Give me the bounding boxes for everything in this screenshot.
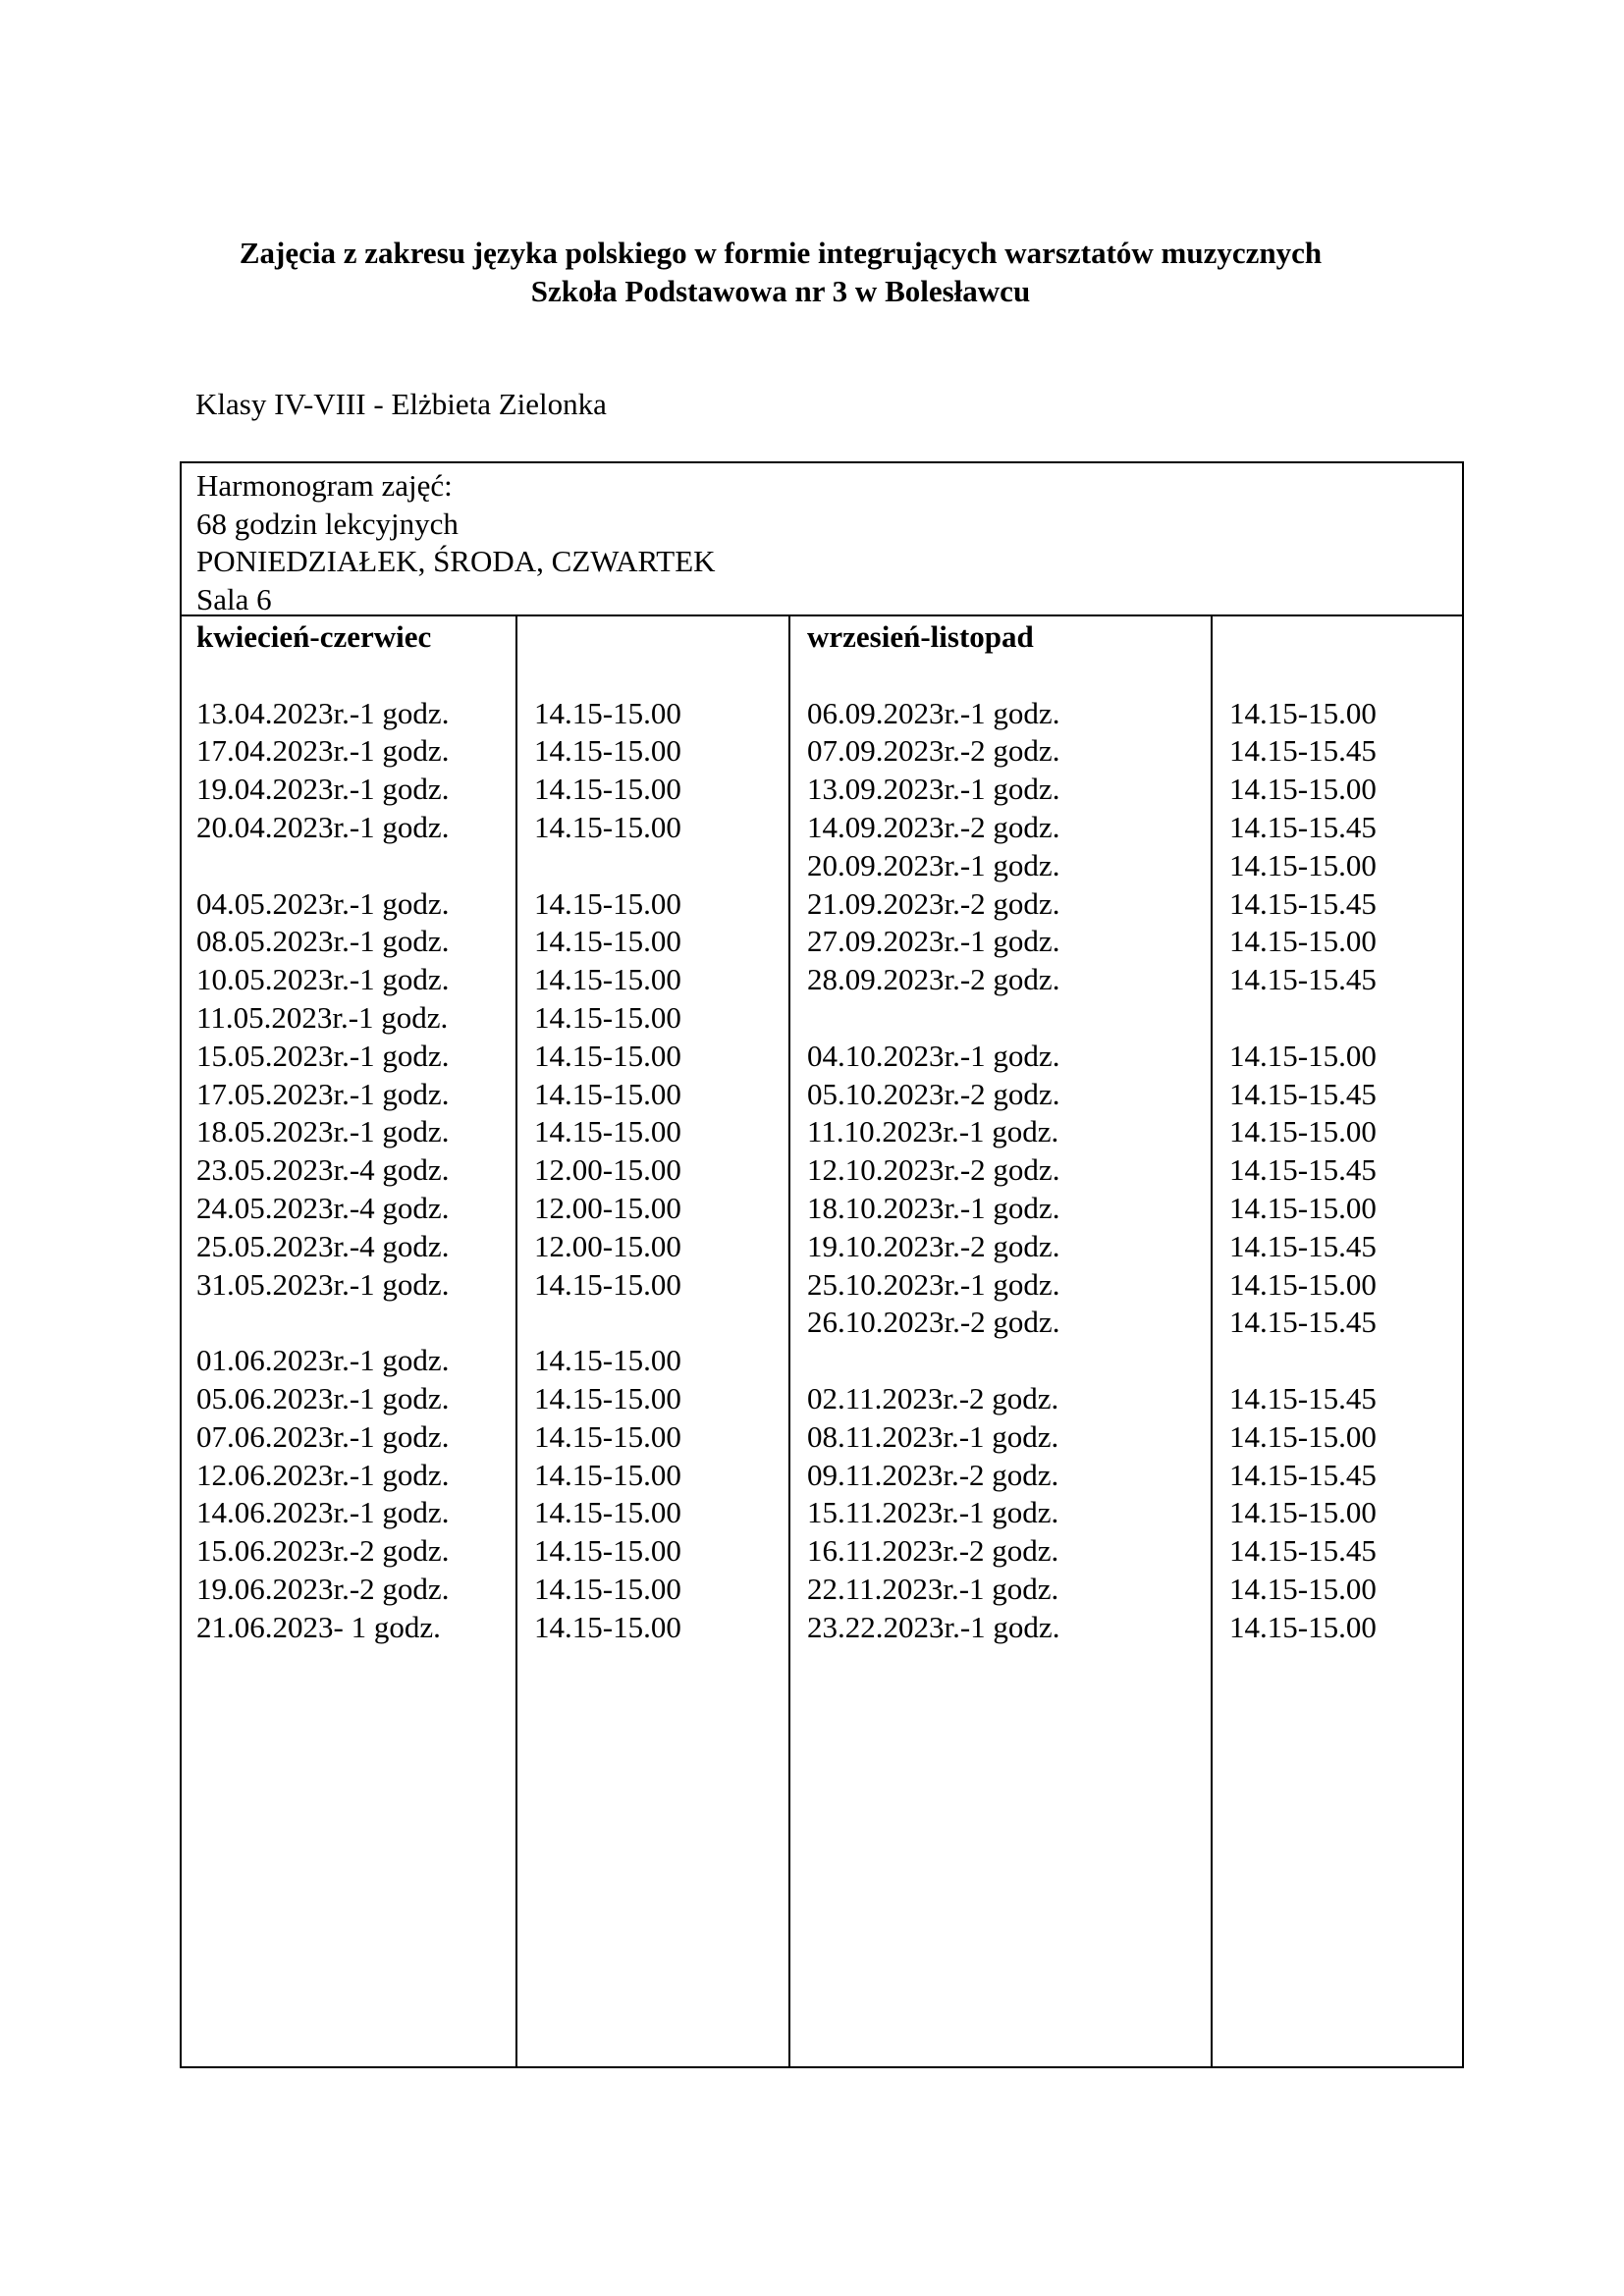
schedule-hours: 14.15-15.00	[534, 772, 681, 807]
schedule-date	[807, 999, 1059, 1038]
dates-list-2	[807, 657, 1059, 1647]
schedule-date: 12.06.2023r.-1 godz.	[196, 1457, 450, 1492]
document-title: Zajęcia z zakresu języka polskiego w formie integrujących warsztatów muzycznych	[239, 236, 1323, 270]
schedule-hours	[534, 1304, 681, 1342]
schedule-hours: 14.15-15.00	[534, 1114, 681, 1149]
schedule-date: 13.04.2023r.-1 godz.	[196, 695, 450, 730]
schedule-table	[180, 461, 1464, 2068]
schedule-header-hours: 68 godzin lekcyjnych	[196, 506, 459, 541]
schedule-date: 11.10.2023r.-1 godz.	[807, 1114, 1059, 1149]
schedule-date: 25.10.2023r.-1 godz.	[807, 1266, 1060, 1302]
schedule-date: 26.10.2023r.-2 godz.	[807, 1305, 1060, 1340]
schedule-date	[807, 657, 1059, 695]
schedule-date: 14.06.2023r.-1 godz.	[196, 1495, 450, 1530]
schedule-date: 27.09.2023r.-1 godz.	[807, 924, 1060, 959]
schedule-hours: 14.15-15.00	[1229, 1418, 1377, 1454]
schedule-date: 09.11.2023r.-2 godz.	[807, 1457, 1059, 1492]
schedule-date: 10.05.2023r.-1 godz.	[196, 962, 450, 997]
schedule-date	[196, 657, 449, 695]
classes-teacher-line: Klasy IV-VIII - Elżbieta Zielonka	[195, 387, 607, 421]
column-divider	[788, 614, 790, 2066]
schedule-hours: 14.15-15.00	[534, 1380, 681, 1415]
schedule-hours	[534, 847, 681, 885]
schedule-hours: 14.15-15.00	[1229, 772, 1377, 807]
schedule-date: 25.05.2023r.-4 godz.	[196, 1228, 450, 1263]
schedule-date: 05.06.2023r.-1 godz.	[196, 1380, 450, 1415]
schedule-date: 11.05.2023r.-1 godz.	[196, 999, 449, 1035]
table-divider	[182, 614, 1462, 616]
schedule-hours: 14.15-15.45	[1229, 733, 1377, 769]
schedule-date: 18.10.2023r.-1 godz.	[807, 1190, 1060, 1225]
schedule-date: 07.09.2023r.-2 godz.	[807, 733, 1060, 769]
schedule-date: 15.05.2023r.-1 godz.	[196, 1038, 450, 1073]
schedule-date: 20.04.2023r.-1 godz.	[196, 809, 450, 844]
schedule-date: 22.11.2023r.-1 godz.	[807, 1571, 1059, 1606]
schedule-hours: 14.15-15.00	[534, 1418, 681, 1454]
schedule-hours: 14.15-15.45	[1229, 1457, 1377, 1492]
schedule-hours: 14.15-15.00	[534, 1343, 681, 1378]
schedule-hours: 14.15-15.00	[1229, 695, 1377, 730]
column-divider	[1211, 614, 1213, 2066]
schedule-hours: 14.15-15.00	[534, 695, 681, 730]
schedule-hours: 14.15-15.45	[1229, 1152, 1377, 1188]
schedule-date: 07.06.2023r.-1 godz.	[196, 1418, 450, 1454]
schedule-hours: 14.15-15.45	[1229, 1533, 1377, 1569]
schedule-hours: 14.15-15.45	[1229, 809, 1377, 844]
schedule-date: 31.05.2023r.-1 godz.	[196, 1266, 450, 1302]
schedule-hours: 12.00-15.00	[534, 1152, 681, 1188]
schedule-date: 17.04.2023r.-1 godz.	[196, 733, 450, 769]
schedule-hours: 14.15-15.00	[1229, 1609, 1377, 1644]
schedule-hours: 14.15-15.00	[1229, 1266, 1377, 1302]
schedule-date: 23.05.2023r.-4 godz.	[196, 1152, 450, 1188]
schedule-hours: 12.00-15.00	[534, 1190, 681, 1225]
schedule-hours: 14.15-15.45	[1229, 1228, 1377, 1263]
schedule-hours: 14.15-15.00	[534, 924, 681, 959]
schedule-date: 24.05.2023r.-4 godz.	[196, 1190, 450, 1225]
schedule-hours: 14.15-15.45	[1229, 1076, 1377, 1111]
schedule-date: 19.04.2023r.-1 godz.	[196, 772, 450, 807]
schedule-hours: 14.15-15.00	[534, 1038, 681, 1073]
schedule-hours: 14.15-15.00	[534, 733, 681, 769]
school-name: Szkoła Podstawowa nr 3 w Bolesławcu	[530, 274, 1031, 308]
schedule-header-room: Sala 6	[196, 581, 272, 616]
schedule-hours: 12.00-15.00	[534, 1228, 681, 1263]
schedule-date: 12.10.2023r.-2 godz.	[807, 1152, 1060, 1188]
schedule-date: 16.11.2023r.-2 godz.	[807, 1533, 1059, 1569]
hours-list-1	[534, 657, 681, 1647]
schedule-header-days: PONIEDZIAŁEK, ŚRODA, CZWARTEK	[196, 544, 716, 578]
schedule-hours: 14.15-15.00	[534, 809, 681, 844]
schedule-date	[196, 1304, 449, 1342]
schedule-date: 23.22.2023r.-1 godz.	[807, 1609, 1060, 1644]
hours-list-2	[1229, 657, 1377, 1647]
schedule-date: 04.10.2023r.-1 godz.	[807, 1038, 1060, 1073]
schedule-date: 20.09.2023r.-1 godz.	[807, 847, 1060, 882]
schedule-hours: 14.15-15.00	[1229, 1114, 1377, 1149]
schedule-date: 01.06.2023r.-1 godz.	[196, 1343, 450, 1378]
schedule-hours: 14.15-15.00	[1229, 1190, 1377, 1225]
schedule-hours	[1229, 999, 1377, 1038]
hours-header-2-empty	[1229, 618, 1377, 657]
schedule-date: 28.09.2023r.-2 godz.	[807, 962, 1060, 997]
dates-column-1	[196, 618, 449, 1647]
schedule-hours: 14.15-15.45	[1229, 885, 1377, 921]
schedule-date: 05.10.2023r.-2 godz.	[807, 1076, 1060, 1111]
schedule-hours: 14.15-15.00	[534, 1495, 681, 1530]
hours-header-1-empty	[534, 618, 681, 657]
schedule-hours: 14.15-15.00	[534, 999, 681, 1035]
schedule-hours	[1229, 657, 1377, 695]
schedule-date: 13.09.2023r.-1 godz.	[807, 772, 1060, 807]
schedule-date: 19.06.2023r.-2 godz.	[196, 1571, 450, 1606]
period-header-2: wrzesień-listopad	[807, 619, 1034, 654]
schedule-date	[807, 1342, 1059, 1380]
schedule-date	[196, 847, 449, 885]
schedule-hours: 14.15-15.00	[534, 1571, 681, 1606]
schedule-header	[196, 467, 716, 618]
schedule-hours: 14.15-15.00	[534, 1533, 681, 1569]
schedule-date: 14.09.2023r.-2 godz.	[807, 809, 1060, 844]
schedule-hours: 14.15-15.00	[1229, 1495, 1377, 1530]
schedule-date: 21.06.2023- 1 godz.	[196, 1609, 441, 1644]
hours-column-2	[1229, 618, 1377, 1647]
schedule-hours: 14.15-15.00	[534, 1266, 681, 1302]
schedule-hours: 14.15-15.00	[1229, 847, 1377, 882]
schedule-date: 08.11.2023r.-1 godz.	[807, 1418, 1059, 1454]
schedule-hours: 14.15-15.00	[1229, 924, 1377, 959]
schedule-hours: 14.15-15.00	[534, 1076, 681, 1111]
schedule-header-title: Harmonogram zajęć:	[196, 468, 453, 503]
schedule-date: 17.05.2023r.-1 godz.	[196, 1076, 450, 1111]
schedule-hours: 14.15-15.00	[534, 962, 681, 997]
column-divider	[515, 614, 517, 2066]
schedule-date: 21.09.2023r.-2 godz.	[807, 885, 1060, 921]
schedule-hours: 14.15-15.45	[1229, 1380, 1377, 1415]
schedule-hours: 14.15-15.00	[534, 885, 681, 921]
schedule-date: 15.11.2023r.-1 godz.	[807, 1495, 1059, 1530]
schedule-date: 04.05.2023r.-1 godz.	[196, 885, 450, 921]
schedule-hours	[1229, 1342, 1377, 1380]
schedule-hours: 14.15-15.00	[534, 1609, 681, 1644]
schedule-hours: 14.15-15.45	[1229, 962, 1377, 997]
dates-column-2	[807, 618, 1059, 1647]
schedule-hours: 14.15-15.00	[1229, 1038, 1377, 1073]
hours-column-1	[534, 618, 681, 1647]
schedule-hours	[534, 657, 681, 695]
schedule-date: 08.05.2023r.-1 godz.	[196, 924, 450, 959]
schedule-date: 06.09.2023r.-1 godz.	[807, 695, 1060, 730]
period-header-1: kwiecień-czerwiec	[196, 619, 432, 654]
schedule-hours: 14.15-15.00	[534, 1457, 681, 1492]
dates-list-1	[196, 657, 449, 1647]
schedule-hours: 14.15-15.45	[1229, 1305, 1377, 1340]
schedule-hours: 14.15-15.00	[1229, 1571, 1377, 1606]
schedule-date: 18.05.2023r.-1 godz.	[196, 1114, 450, 1149]
schedule-date: 15.06.2023r.-2 godz.	[196, 1533, 450, 1569]
schedule-date: 02.11.2023r.-2 godz.	[807, 1380, 1059, 1415]
schedule-date: 19.10.2023r.-2 godz.	[807, 1228, 1060, 1263]
